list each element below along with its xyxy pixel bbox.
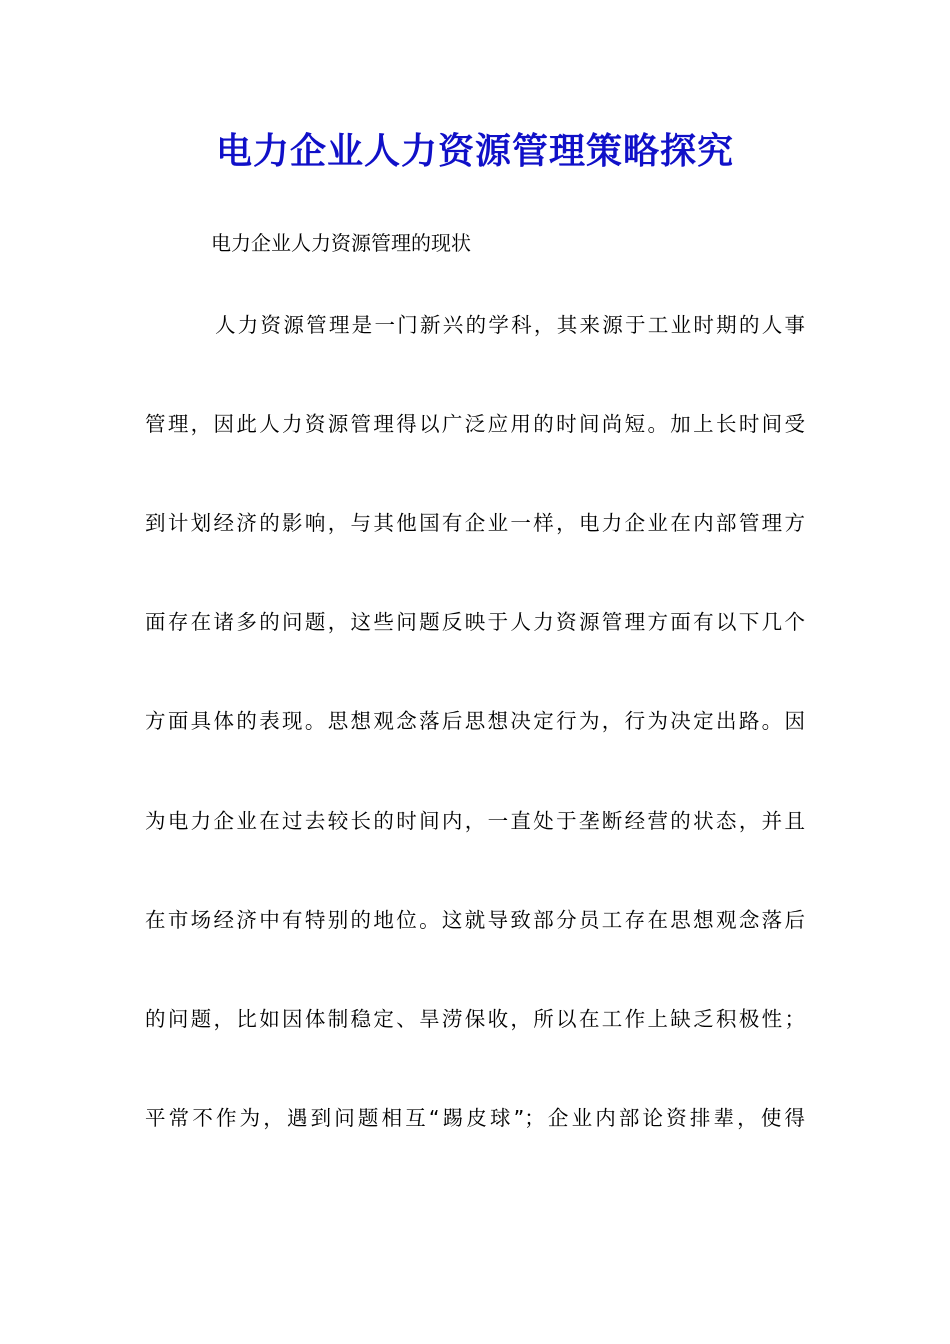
- paragraph-line-7: 在市场经济中有特别的地位。这就导致部分员工存在思想观念落后: [145, 908, 805, 932]
- paragraph-line-5: 方面具体的表现。思想观念落后思想决定行为，行为决定出路。因: [145, 709, 805, 733]
- section-subheading: 电力企业人力资源管理的现状: [211, 231, 471, 255]
- paragraph-line-9: 平常不作为，遇到问题相互“踢皮球”；企业内部论资排辈，使得: [145, 1106, 805, 1130]
- paragraph-line-3: 到计划经济的影响，与其他国有企业一样，电力企业在内部管理方: [145, 511, 805, 535]
- paragraph-line-4: 面存在诸多的问题，这些问题反映于人力资源管理方面有以下几个: [145, 610, 805, 634]
- paragraph-line-2: 管理，因此人力资源管理得以广泛应用的时间尚短。加上长时间受: [145, 412, 805, 436]
- paragraph-line-1: 人力资源管理是一门新兴的学科，其来源于工业时期的人事: [215, 313, 805, 337]
- paragraph-line-6: 为电力企业在过去较长的时间内，一直处于垄断经营的状态，并且: [145, 809, 805, 833]
- paragraph-line-8: 的问题，比如因体制稳定、旱涝保收，所以在工作上缺乏积极性；: [145, 1007, 805, 1031]
- document-title: 电力企业人力资源管理策略探究: [215, 130, 734, 172]
